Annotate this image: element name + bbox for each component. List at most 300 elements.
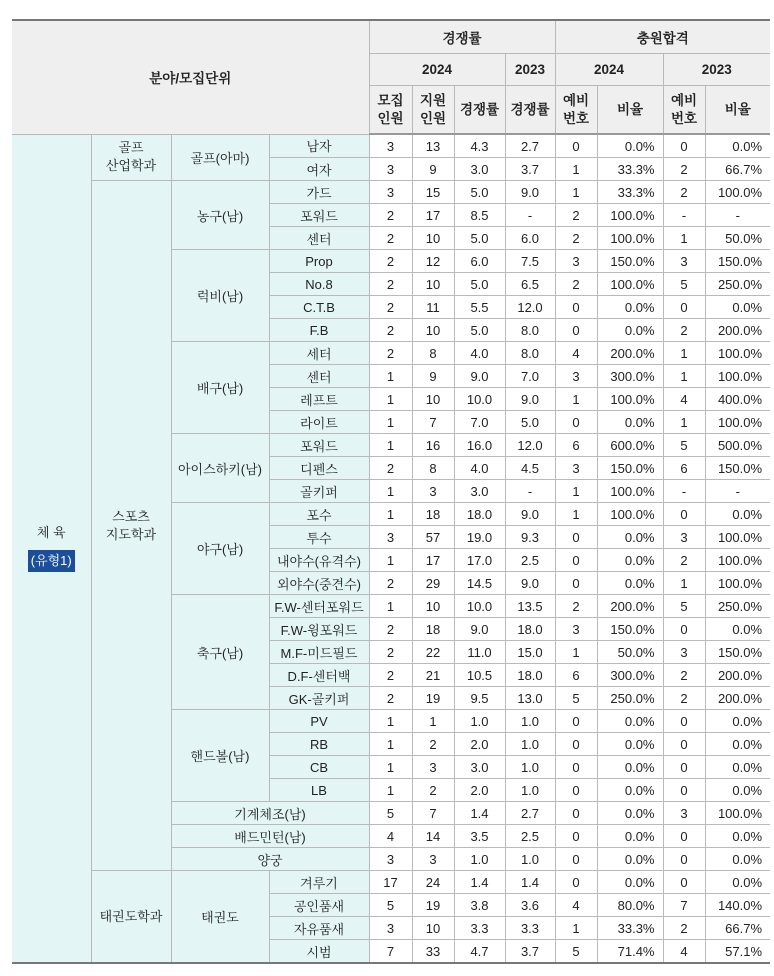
value-cell: 100.0% [705, 526, 770, 549]
value-cell: 0 [663, 296, 705, 319]
value-cell: 400.0% [705, 388, 770, 411]
position-cell: 내야수(유격수) [269, 549, 369, 572]
value-cell: 4 [369, 825, 412, 848]
position-cell: 공인품새 [269, 894, 369, 917]
value-cell: 3.6 [505, 894, 555, 917]
unit-cell: 아이스하키(남) [171, 434, 269, 503]
value-cell: 1.4 [454, 802, 505, 825]
value-cell: 0.0% [597, 756, 663, 779]
value-cell: 17 [412, 204, 454, 227]
value-cell: - [505, 204, 555, 227]
value-cell: 1 [555, 503, 597, 526]
unit-cell: 배드민턴(남) [171, 825, 369, 848]
value-cell: 1 [555, 181, 597, 204]
position-cell: 남자 [269, 134, 369, 158]
value-cell: 9 [412, 365, 454, 388]
value-cell: 0.0% [597, 134, 663, 158]
value-cell: 0.0% [597, 710, 663, 733]
value-cell: 0 [555, 779, 597, 802]
value-cell: 66.7% [705, 158, 770, 181]
value-cell: 5.0 [454, 273, 505, 296]
value-cell: 1 [555, 641, 597, 664]
value-cell: 1 [369, 434, 412, 457]
value-cell: - [663, 480, 705, 503]
value-cell: 3 [369, 848, 412, 871]
value-cell: 300.0% [597, 664, 663, 687]
value-cell: 1 [369, 388, 412, 411]
value-cell: 200.0% [597, 595, 663, 618]
value-cell: 0.0% [597, 572, 663, 595]
value-cell: 0 [555, 825, 597, 848]
value-cell: 17 [412, 549, 454, 572]
value-cell: 9.0 [505, 181, 555, 204]
value-cell: 4.0 [454, 342, 505, 365]
value-cell: 1.0 [505, 848, 555, 871]
value-cell: 3.7 [505, 158, 555, 181]
value-cell: 5.0 [505, 411, 555, 434]
value-cell: 18.0 [505, 618, 555, 641]
value-cell: 100.0% [705, 181, 770, 204]
value-cell: 2 [663, 181, 705, 204]
value-cell: 0 [555, 134, 597, 158]
value-cell: 16 [412, 434, 454, 457]
column-header: 비율 [705, 86, 770, 135]
value-cell: 5.0 [454, 227, 505, 250]
value-cell: - [705, 204, 770, 227]
column-header: 지원 인원 [412, 86, 454, 135]
value-cell: 33 [412, 940, 454, 964]
value-cell: 5.0 [454, 181, 505, 204]
value-cell: 0 [555, 572, 597, 595]
value-cell: 9.0 [454, 365, 505, 388]
value-cell: 3 [412, 848, 454, 871]
position-cell: M.F-미드필드 [269, 641, 369, 664]
value-cell: 4 [663, 388, 705, 411]
value-cell: 15.0 [505, 641, 555, 664]
value-cell: 500.0% [705, 434, 770, 457]
value-cell: 1.4 [454, 871, 505, 894]
position-cell: 시범 [269, 940, 369, 964]
value-cell: 10 [412, 273, 454, 296]
column-header: 경쟁률 [505, 86, 555, 135]
value-cell: 0.0% [597, 733, 663, 756]
unit-cell: 축구(남) [171, 595, 269, 710]
value-cell: 14 [412, 825, 454, 848]
value-cell: 6 [555, 434, 597, 457]
value-cell: 3.0 [454, 158, 505, 181]
value-cell: 13.5 [505, 595, 555, 618]
value-cell: 2 [663, 549, 705, 572]
value-cell: 1.0 [505, 710, 555, 733]
value-cell: 0 [555, 549, 597, 572]
value-cell: 7 [412, 411, 454, 434]
value-cell: 0 [555, 411, 597, 434]
position-cell: F.B [269, 319, 369, 342]
value-cell: 1 [369, 779, 412, 802]
value-cell: 1 [555, 158, 597, 181]
position-cell: LB [269, 779, 369, 802]
value-cell: 1 [369, 411, 412, 434]
value-cell: 0 [555, 802, 597, 825]
value-cell: 100.0% [597, 480, 663, 503]
value-cell: 57 [412, 526, 454, 549]
value-cell: 18 [412, 503, 454, 526]
department-cell: 태권도학과 [91, 871, 171, 964]
value-cell: 9.0 [505, 572, 555, 595]
value-cell: 3 [369, 134, 412, 158]
value-cell: 0 [663, 871, 705, 894]
value-cell: 9.5 [454, 687, 505, 710]
value-cell: 15 [412, 181, 454, 204]
unit-cell: 골프(아마) [171, 134, 269, 181]
value-cell: 0 [555, 848, 597, 871]
value-cell: 2 [555, 595, 597, 618]
value-cell: 13.0 [505, 687, 555, 710]
value-cell: 2 [369, 687, 412, 710]
value-cell: 22 [412, 641, 454, 664]
value-cell: 0.0% [597, 802, 663, 825]
unit-cell: 럭비(남) [171, 250, 269, 342]
value-cell: 150.0% [705, 457, 770, 480]
position-cell: 포워드 [269, 434, 369, 457]
value-cell: 1 [555, 388, 597, 411]
value-cell: 11 [412, 296, 454, 319]
value-cell: 2 [663, 664, 705, 687]
value-cell: 600.0% [597, 434, 663, 457]
value-cell: 7 [663, 894, 705, 917]
value-cell: 150.0% [705, 250, 770, 273]
value-cell: 2.0 [454, 733, 505, 756]
position-cell: 겨루기 [269, 871, 369, 894]
value-cell: 0 [555, 756, 597, 779]
value-cell: 3.8 [454, 894, 505, 917]
value-cell: 7 [412, 802, 454, 825]
value-cell: 0.0% [705, 756, 770, 779]
value-cell: 6.0 [505, 227, 555, 250]
value-cell: 0.0% [597, 411, 663, 434]
value-cell: 0 [663, 618, 705, 641]
value-cell: 10 [412, 227, 454, 250]
value-cell: 0.0% [597, 848, 663, 871]
column-header: 예비 번호 [555, 86, 597, 135]
value-cell: 3 [663, 802, 705, 825]
position-cell: 자유품새 [269, 917, 369, 940]
value-cell: 100.0% [597, 503, 663, 526]
value-cell: 100.0% [705, 342, 770, 365]
value-cell: 0.0% [705, 710, 770, 733]
value-cell: 100.0% [705, 365, 770, 388]
value-cell: 0 [663, 134, 705, 158]
column-header: 경쟁률 [454, 86, 505, 135]
value-cell: 3 [369, 917, 412, 940]
value-cell: 100.0% [705, 411, 770, 434]
value-cell: 0.0% [597, 871, 663, 894]
value-cell: 0 [663, 848, 705, 871]
value-cell: 14.5 [454, 572, 505, 595]
value-cell: 200.0% [705, 687, 770, 710]
value-cell: 6 [663, 457, 705, 480]
column-header: 모집 인원 [369, 86, 412, 135]
value-cell: 0.0% [597, 526, 663, 549]
value-cell: 100.0% [597, 227, 663, 250]
value-cell: 150.0% [597, 457, 663, 480]
value-cell: 1 [555, 480, 597, 503]
value-cell: 6 [555, 664, 597, 687]
value-cell: 2.5 [505, 825, 555, 848]
value-cell: 4.0 [454, 457, 505, 480]
value-cell: 100.0% [597, 273, 663, 296]
header-comp-2023: 2023 [505, 54, 555, 86]
value-cell: 3 [412, 756, 454, 779]
value-cell: 2 [369, 572, 412, 595]
table-row [12, 871, 770, 894]
value-cell: 7.0 [454, 411, 505, 434]
value-cell: 200.0% [705, 664, 770, 687]
value-cell: 1 [369, 710, 412, 733]
value-cell: 3 [555, 618, 597, 641]
value-cell: 12.0 [505, 434, 555, 457]
category-badge: (유형1) [28, 550, 75, 572]
value-cell: 0 [663, 825, 705, 848]
value-cell: 8.0 [505, 319, 555, 342]
value-cell: 12 [412, 250, 454, 273]
value-cell: 10.0 [454, 388, 505, 411]
value-cell: 9 [412, 158, 454, 181]
value-cell: 3 [663, 641, 705, 664]
value-cell: 4 [555, 342, 597, 365]
position-cell: RB [269, 733, 369, 756]
value-cell: 3.0 [454, 756, 505, 779]
value-cell: 2 [555, 273, 597, 296]
value-cell: 2 [369, 273, 412, 296]
value-cell: 71.4% [597, 940, 663, 964]
value-cell: 250.0% [705, 595, 770, 618]
value-cell: 9.0 [505, 388, 555, 411]
value-cell: 2 [369, 342, 412, 365]
category-label: 체 육 [36, 525, 66, 541]
value-cell: 2 [369, 250, 412, 273]
position-cell: PV [269, 710, 369, 733]
value-cell: 33.3% [597, 917, 663, 940]
department-cell: 골프 산업학과 [91, 134, 171, 181]
header-unit: 분야/모집단위 [12, 20, 369, 134]
value-cell: 8 [412, 342, 454, 365]
value-cell: 10.0 [454, 595, 505, 618]
unit-cell: 기계체조(남) [171, 802, 369, 825]
value-cell: 10.5 [454, 664, 505, 687]
value-cell: 66.7% [705, 917, 770, 940]
value-cell: 0 [555, 710, 597, 733]
value-cell: 1 [555, 917, 597, 940]
value-cell: 7 [369, 940, 412, 964]
value-cell: 1 [369, 756, 412, 779]
position-cell: 센터 [269, 227, 369, 250]
position-cell: 세터 [269, 342, 369, 365]
value-cell: 0.0% [597, 825, 663, 848]
value-cell: 2 [369, 618, 412, 641]
value-cell: 0 [555, 871, 597, 894]
value-cell: 2 [663, 158, 705, 181]
position-cell: 여자 [269, 158, 369, 181]
value-cell: 150.0% [597, 250, 663, 273]
value-cell: 3.5 [454, 825, 505, 848]
unit-cell: 핸드볼(남) [171, 710, 269, 802]
position-cell: 디펜스 [269, 457, 369, 480]
position-cell: 투수 [269, 526, 369, 549]
value-cell: 1 [369, 549, 412, 572]
value-cell: 1.4 [505, 871, 555, 894]
value-cell: 19 [412, 894, 454, 917]
value-cell: 80.0% [597, 894, 663, 917]
value-cell: 3 [663, 526, 705, 549]
value-cell: 2 [555, 204, 597, 227]
category-cell [12, 134, 91, 963]
value-cell: 50.0% [705, 227, 770, 250]
value-cell: 2 [412, 779, 454, 802]
value-cell: 21 [412, 664, 454, 687]
value-cell: 6.5 [505, 273, 555, 296]
value-cell: 0.0% [705, 503, 770, 526]
value-cell: 11.0 [454, 641, 505, 664]
position-cell: CB [269, 756, 369, 779]
value-cell: 0 [663, 756, 705, 779]
value-cell: 0 [555, 733, 597, 756]
value-cell: 10 [412, 388, 454, 411]
value-cell: 8.5 [454, 204, 505, 227]
value-cell: 300.0% [597, 365, 663, 388]
position-cell: D.F-센터백 [269, 664, 369, 687]
value-cell: 2 [663, 917, 705, 940]
value-cell: - [663, 204, 705, 227]
value-cell: 2 [369, 664, 412, 687]
position-cell: 가드 [269, 181, 369, 204]
unit-cell: 배구(남) [171, 342, 269, 434]
position-cell: 레프트 [269, 388, 369, 411]
value-cell: 1.0 [505, 779, 555, 802]
column-header: 비율 [597, 86, 663, 135]
value-cell: 0 [663, 779, 705, 802]
value-cell: 0 [555, 296, 597, 319]
value-cell: 2.7 [505, 134, 555, 158]
value-cell: 150.0% [597, 618, 663, 641]
value-cell: 4.5 [505, 457, 555, 480]
header-additional: 충원합격 [555, 20, 770, 54]
value-cell: 4.7 [454, 940, 505, 964]
value-cell: 3 [555, 457, 597, 480]
value-cell: 3.7 [505, 940, 555, 964]
value-cell: 5 [663, 595, 705, 618]
value-cell: 150.0% [705, 641, 770, 664]
value-cell: 17.0 [454, 549, 505, 572]
value-cell: 2 [369, 457, 412, 480]
admission-table-container [12, 19, 770, 964]
value-cell: 3 [369, 158, 412, 181]
value-cell: 100.0% [705, 572, 770, 595]
table-body [12, 134, 770, 963]
value-cell: 1.0 [505, 756, 555, 779]
value-cell: 3.0 [454, 480, 505, 503]
value-cell: 3.3 [454, 917, 505, 940]
value-cell: 0.0% [705, 134, 770, 158]
value-cell: 1 [369, 365, 412, 388]
value-cell: 9.0 [505, 503, 555, 526]
value-cell: 100.0% [705, 549, 770, 572]
value-cell: 50.0% [597, 641, 663, 664]
value-cell: 5 [369, 894, 412, 917]
value-cell: 3 [555, 250, 597, 273]
value-cell: 0.0% [597, 549, 663, 572]
value-cell: 17 [369, 871, 412, 894]
header-competition: 경쟁률 [369, 20, 555, 54]
value-cell: 2.0 [454, 779, 505, 802]
value-cell: 5 [369, 802, 412, 825]
value-cell: 3.3 [505, 917, 555, 940]
value-cell: 1 [369, 480, 412, 503]
value-cell: 140.0% [705, 894, 770, 917]
value-cell: 2 [369, 227, 412, 250]
value-cell: 0 [663, 503, 705, 526]
value-cell: 3 [555, 365, 597, 388]
value-cell: 1.0 [505, 733, 555, 756]
value-cell: 1 [663, 572, 705, 595]
admission-results-table [12, 19, 770, 964]
position-cell: 포워드 [269, 204, 369, 227]
value-cell: 5 [555, 940, 597, 964]
position-cell: 골키퍼 [269, 480, 369, 503]
value-cell: 0 [663, 733, 705, 756]
value-cell: 0.0% [705, 825, 770, 848]
header-add-2023: 2023 [663, 54, 770, 86]
value-cell: 250.0% [597, 687, 663, 710]
value-cell: 2.7 [505, 802, 555, 825]
value-cell: 2 [369, 641, 412, 664]
unit-cell: 양궁 [171, 848, 369, 871]
position-cell: 포수 [269, 503, 369, 526]
value-cell: 3 [369, 181, 412, 204]
value-cell: 1 [412, 710, 454, 733]
value-cell: 24 [412, 871, 454, 894]
position-cell: GK-골키퍼 [269, 687, 369, 710]
value-cell: 1 [369, 595, 412, 618]
value-cell: 200.0% [705, 319, 770, 342]
value-cell: 2 [663, 687, 705, 710]
value-cell: 10 [412, 917, 454, 940]
table-row [12, 181, 770, 204]
value-cell: 18.0 [454, 503, 505, 526]
table-row [12, 134, 770, 158]
value-cell: 0 [663, 710, 705, 733]
value-cell: 5.5 [454, 296, 505, 319]
value-cell: 12.0 [505, 296, 555, 319]
value-cell: 1 [663, 227, 705, 250]
value-cell: 16.0 [454, 434, 505, 457]
value-cell: 0.0% [705, 848, 770, 871]
value-cell: 250.0% [705, 273, 770, 296]
value-cell: 100.0% [597, 388, 663, 411]
position-cell: 외야수(중견수) [269, 572, 369, 595]
header-comp-2024: 2024 [369, 54, 505, 86]
value-cell: 2 [412, 733, 454, 756]
value-cell: 10 [412, 595, 454, 618]
value-cell: 3 [369, 526, 412, 549]
position-cell: 라이트 [269, 411, 369, 434]
value-cell: 13 [412, 134, 454, 158]
value-cell: 8.0 [505, 342, 555, 365]
value-cell: 0.0% [705, 779, 770, 802]
value-cell: 0 [555, 319, 597, 342]
value-cell: 100.0% [705, 802, 770, 825]
value-cell: 33.3% [597, 181, 663, 204]
